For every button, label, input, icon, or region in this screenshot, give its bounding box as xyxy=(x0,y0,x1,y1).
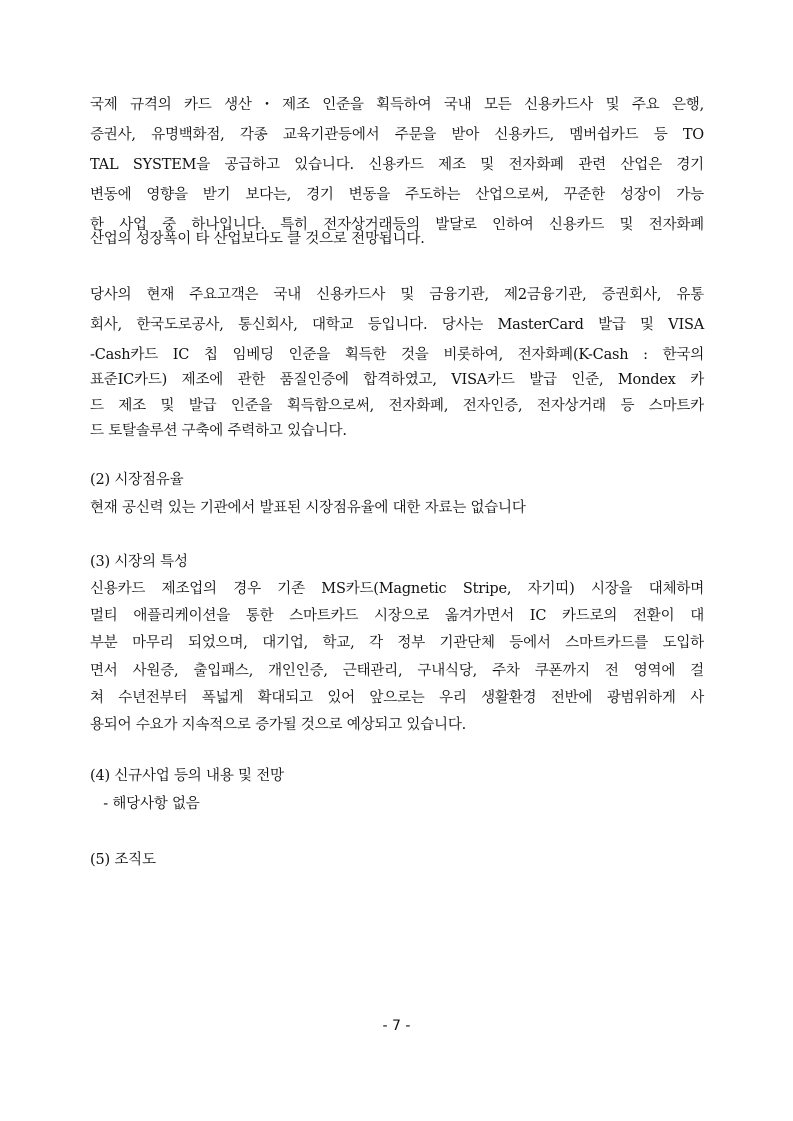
para1-line-3: TAL SYSTEM을 공급하고 있습니다. 신용카드 제조 및 전자화폐 관련 산업은 경기 xyxy=(90,157,704,173)
page-number: - 7 - xyxy=(382,1018,411,1034)
para1-line-4: 변동에 영향을 받기 보다는, 경기 변동을 주도하는 산업으로써, 꾸준한 성장이 가능 xyxy=(90,187,704,203)
section4-item: - 해당사항 없음 xyxy=(90,796,200,812)
section2-body: 현재 공신력 있는 기관에서 발표된 시장점유율에 대한 자료는 없습니다 xyxy=(90,500,526,516)
para2-line-2: 회사, 한국도로공사, 통신회사, 대학교 등입니다. 당사는 MasterCard 발급 및 VISA xyxy=(90,317,704,333)
section2-heading: (2) 시장점유율 xyxy=(90,472,184,488)
section3-line-1: 신용카드 제조업의 경우 기존 MS카드(Magnetic Stripe, 자기띠) 시장을 대체하며 xyxy=(90,581,704,597)
para2-line-5: 드 제조 및 발급 인준을 획득함으로써, 전자화폐, 전자인증, 전자상거래 등 스마트카 xyxy=(90,398,704,414)
para2-line-1: 당사의 현재 주요고객은 국내 신용카드사 및 금융기관, 제2금융기관, 증권회사, 유통 xyxy=(90,287,704,303)
section5-heading: (5) 조직도 xyxy=(90,852,156,868)
section3-line-2: 멀티 애플리케이션을 통한 스마트카드 시장으로 옮겨가면서 IC 카드로의 전환이 대 xyxy=(90,608,704,624)
para1-line-5: 한 사업 중 하나입니다. 특히 전자상거래등의 발달로 인하여 신용카드 및 전자화폐 xyxy=(90,217,704,233)
para1-line-6: 산업의 성장폭이 타 산업보다도 클 것으로 전망됩니다. xyxy=(90,231,425,247)
para2-line-4: 표준IC카드) 제조에 관한 품질인증에 합격하였고, VISA카드 발급 인준, Mondex 카 xyxy=(90,372,704,388)
section3-line-5: 쳐 수년전부터 폭넓게 확대되고 있어 앞으로는 우리 생활환경 전반에 광범위하게 사 xyxy=(90,690,704,706)
section3-line-3: 부분 마무리 되었으며, 대기업, 학교, 각 정부 기관단체 등에서 스마트카드를 도입하 xyxy=(90,635,704,651)
section3-line-4: 면서 사원증, 출입패스, 개인인증, 근태관리, 구내식당, 주차 쿠폰까지 전 영역에 걸 xyxy=(90,663,704,679)
section3-line-6: 용되어 수요가 지속적으로 증가될 것으로 예상되고 있습니다. xyxy=(90,717,467,733)
para2-line-6: 드 토탈솔루션 구축에 주력하고 있습니다. xyxy=(90,423,347,439)
section4-heading: (4) 신규사업 등의 내용 및 전망 xyxy=(90,768,284,784)
para1-line-2: 증권사, 유명백화점, 각종 교육기관등에서 주문을 받아 신용카드, 멤버쉽카드 등 TO xyxy=(90,127,704,143)
para1-line-1: 국제 규격의 카드 생산・제조 인준을 획득하여 국내 모든 신용카드사 및 주요 은행, xyxy=(90,97,704,113)
para2-line-3: -Cash카드 IC 칩 임베딩 인준을 획득한 것을 비롯하여, 전자화폐(K-Cash : 한국의 xyxy=(90,347,704,363)
section3-heading: (3) 시장의 특성 xyxy=(90,554,188,570)
